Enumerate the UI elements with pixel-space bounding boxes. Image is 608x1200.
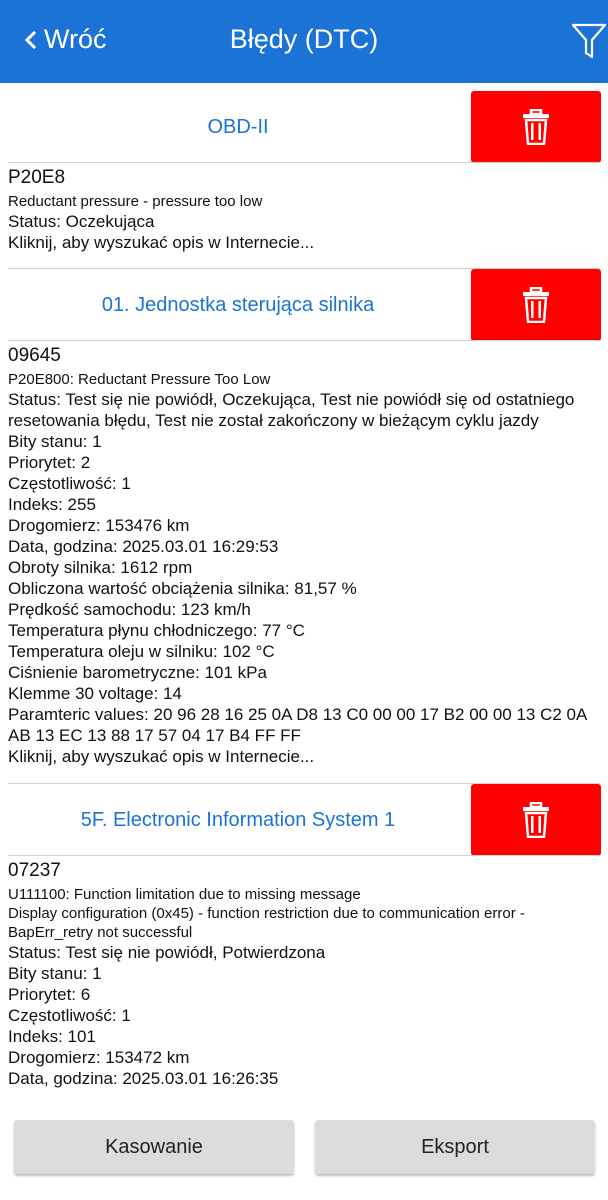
- frequency: Częstotliwość: 1: [8, 474, 131, 493]
- divider: [8, 855, 600, 856]
- trash-icon: [522, 287, 550, 323]
- dtc-status: Status: Test się nie powiódł, Oczekująca, Test nie powiódł się od ostatniego resetowania błędu, Test nie został zakończony w bieżącym cyklu jazdy: [8, 390, 575, 430]
- delete-button[interactable]: [471, 784, 601, 856]
- dtc-description: Reductant pressure - pressure too low: [8, 193, 263, 210]
- index: Indeks: 101: [8, 1027, 96, 1046]
- dtc-code: 09645: [8, 345, 61, 366]
- klemme30-voltage: Klemme 30 voltage: 14: [8, 684, 182, 703]
- date-time: Data, godzina: 2025.03.01 16:29:53: [8, 537, 279, 556]
- divider: [8, 340, 600, 341]
- section-title: OBD-II: [207, 115, 269, 138]
- status-bits: Bity stanu: 1: [8, 432, 102, 451]
- search-online-link[interactable]: Kliknij, aby wyszukać opis w Internecie...: [8, 747, 315, 766]
- divider: [8, 162, 600, 163]
- dtc-entry: [8, 345, 600, 767]
- section-title: 01. Jednostka sterująca silnika: [101, 293, 375, 316]
- priority: Priorytet: 2: [8, 453, 91, 472]
- section-title: 5F. Electronic Information System 1: [80, 808, 396, 831]
- dtc-description: P20E800: Reductant Pressure Too Low: [8, 371, 271, 388]
- odometer: Drogomierz: 153472 km: [8, 1048, 190, 1067]
- dtc-code: P20E8: [8, 167, 66, 188]
- dtc-entry: [8, 167, 600, 253]
- app-header: [0, 0, 608, 83]
- trash-icon: [522, 802, 550, 838]
- date-time: Data, godzina: 2025.03.01 16:26:35: [8, 1069, 279, 1088]
- page-title: Błędy (DTC): [229, 24, 379, 54]
- parametric-values: Paramteric values: 20 96 28 16 25 0A D8 13 C0 00 00 17 B2 00 00 13 C2 0A AB 13 EC 13 88 17 57 04 17 B4 FF FF: [8, 705, 587, 745]
- section-header-eis: [0, 784, 608, 856]
- oil-temp: Temperatura oleju w silniku: 102 °C: [8, 642, 275, 661]
- index: Indeks: 255: [8, 495, 96, 514]
- vehicle-speed: Prędkość samochodu: 123 km/h: [8, 600, 251, 619]
- engine-rpm: Obroty silnika: 1612 rpm: [8, 558, 193, 577]
- section-header-engine: [0, 269, 608, 341]
- barometric-pressure: Ciśnienie barometryczne: 101 kPa: [8, 663, 267, 682]
- filter-icon[interactable]: [571, 22, 607, 60]
- dtc-code: 07237: [8, 860, 61, 881]
- status-bits: Bity stanu: 1: [8, 964, 102, 983]
- frequency: Częstotliwość: 1: [8, 1006, 131, 1025]
- priority: Priorytet: 6: [8, 985, 91, 1004]
- dtc-description: U111100: Function limitation due to missing message: [8, 886, 361, 903]
- back-label: Wróć: [44, 24, 107, 54]
- dtc-description-detail: Display configuration (0x45) - function restriction due to communication error - BapErr_retry not successful: [8, 905, 525, 941]
- search-online-link[interactable]: Kliknij, aby wyszukać opis w Internecie...: [8, 233, 315, 252]
- odometer: Drogomierz: 153476 km: [8, 516, 190, 535]
- dtc-status: Status: Test się nie powiódł, Potwierdzona: [8, 943, 326, 962]
- engine-load: Obliczona wartość obciążenia silnika: 81,57 %: [8, 579, 357, 598]
- clear-button[interactable]: Kasowanie: [14, 1120, 294, 1174]
- delete-button[interactable]: [471, 91, 601, 163]
- coolant-temp: Temperatura płynu chłodniczego: 77 °C: [8, 621, 305, 640]
- section-header-obd2: [0, 91, 608, 163]
- dtc-status: Status: Oczekująca: [8, 212, 155, 231]
- dtc-entry: [8, 860, 600, 1089]
- export-button[interactable]: Eksport: [315, 1120, 595, 1174]
- trash-icon: [522, 109, 550, 145]
- delete-button[interactable]: [471, 269, 601, 341]
